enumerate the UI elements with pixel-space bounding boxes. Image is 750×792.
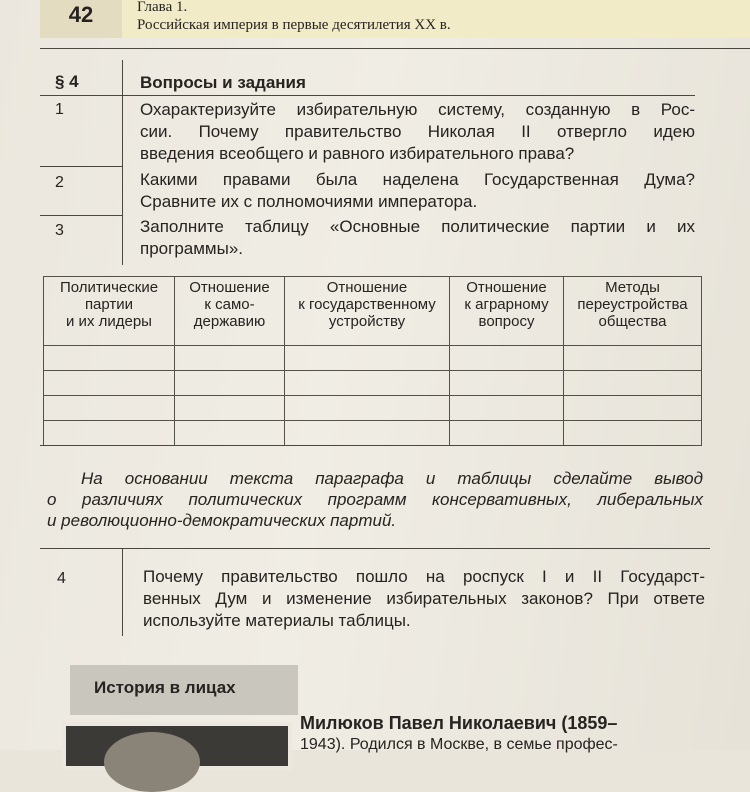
table-cell [44,371,175,396]
portrait-photo [62,722,292,770]
table-cell [175,371,285,396]
question-text [143,566,705,632]
table-cell [450,346,564,371]
conclusion-task [47,468,703,531]
chapter-label: Глава 1. [137,0,188,15]
table-cell [450,421,564,446]
question-line: Заполните таблицу «Основные политические партии и их [140,217,695,236]
table-cell [285,371,450,396]
table-cell [175,346,285,371]
question-text [140,169,695,213]
table-row [44,346,702,371]
column-header-agrarian: Отношение к аграрному вопросу [450,277,564,346]
table-cell [44,396,175,421]
question-text [140,99,695,165]
conclusion-line: о различиях политических программ консервативных, либеральных [47,490,703,509]
column-header-parties: Политические партии и их лидеры [44,277,175,346]
table-cell [285,421,450,446]
question-line: Охарактеризуйте избирательную систему, созданную в Рос- [140,100,695,119]
conclusion-line: На основании текста параграфа и таблицы сделайте вывод [81,469,703,488]
question4-rule [40,548,710,549]
table-row [44,396,702,421]
question-line: используйте материалы таблицы. [143,611,411,630]
table-cell [175,421,285,446]
section-heading: Вопросы и задания [140,73,306,92]
table-cell [564,421,702,446]
table-cell [285,346,450,371]
bio-name: Милюков Павел Николаевич (1859– [300,713,618,733]
question-line: Почему правительство пошло на роспуск I и II Государст- [143,567,705,586]
question4-column-divider [122,548,123,636]
column-header-autocracy: Отношение к само- державию [175,277,285,346]
question-number: 4 [57,570,66,587]
history-heading: История в лицах [94,678,236,697]
table-cell [564,396,702,421]
section-label: § 4 [55,72,79,91]
column-header-methods: Методы переустройства общества [564,277,702,346]
question-number: 2 [55,174,64,191]
table-cell [44,346,175,371]
chapter-title: Российская империя в первые десятилетия XX в. [137,17,451,33]
header-rule [40,48,750,49]
section-column-divider [122,60,123,265]
table-cell [564,346,702,371]
question-line: программы». [140,239,243,258]
table-cell [450,371,564,396]
table-cell [450,396,564,421]
question-rule [40,215,122,216]
table-cell [175,396,285,421]
column-header-state-structure: Отношение к государственному устройству [285,277,450,346]
question-rule [40,166,122,167]
parties-table [43,276,702,446]
question-line: введения всеобщего и равного избирательного права? [140,144,575,163]
table-row [44,371,702,396]
table-bottom-rule [40,445,695,446]
question-line: Сравните их с полномочиями императора. [140,192,478,211]
conclusion-line: и революционно-демократических партий. [47,511,397,530]
question-line: Какими правами была наделена Государственная Дума? [140,170,695,189]
table-cell [564,371,702,396]
table-row [44,421,702,446]
portrait-figure [104,732,200,792]
table-header-row [44,277,702,346]
table-cell [44,421,175,446]
question-number: 1 [55,101,64,118]
table-cell [285,396,450,421]
question-line: сии. Почему правительство Николая II отвергло идею [140,122,695,141]
section-rule [40,95,695,96]
bio-text: 1943). Родился в Москве, в семье профес- [300,736,618,753]
page-number: 42 [40,0,122,38]
question-number: 3 [55,222,64,239]
question-text [140,216,695,260]
question-line: венных Дум и изменение избирательных законов? При ответе [143,589,705,608]
